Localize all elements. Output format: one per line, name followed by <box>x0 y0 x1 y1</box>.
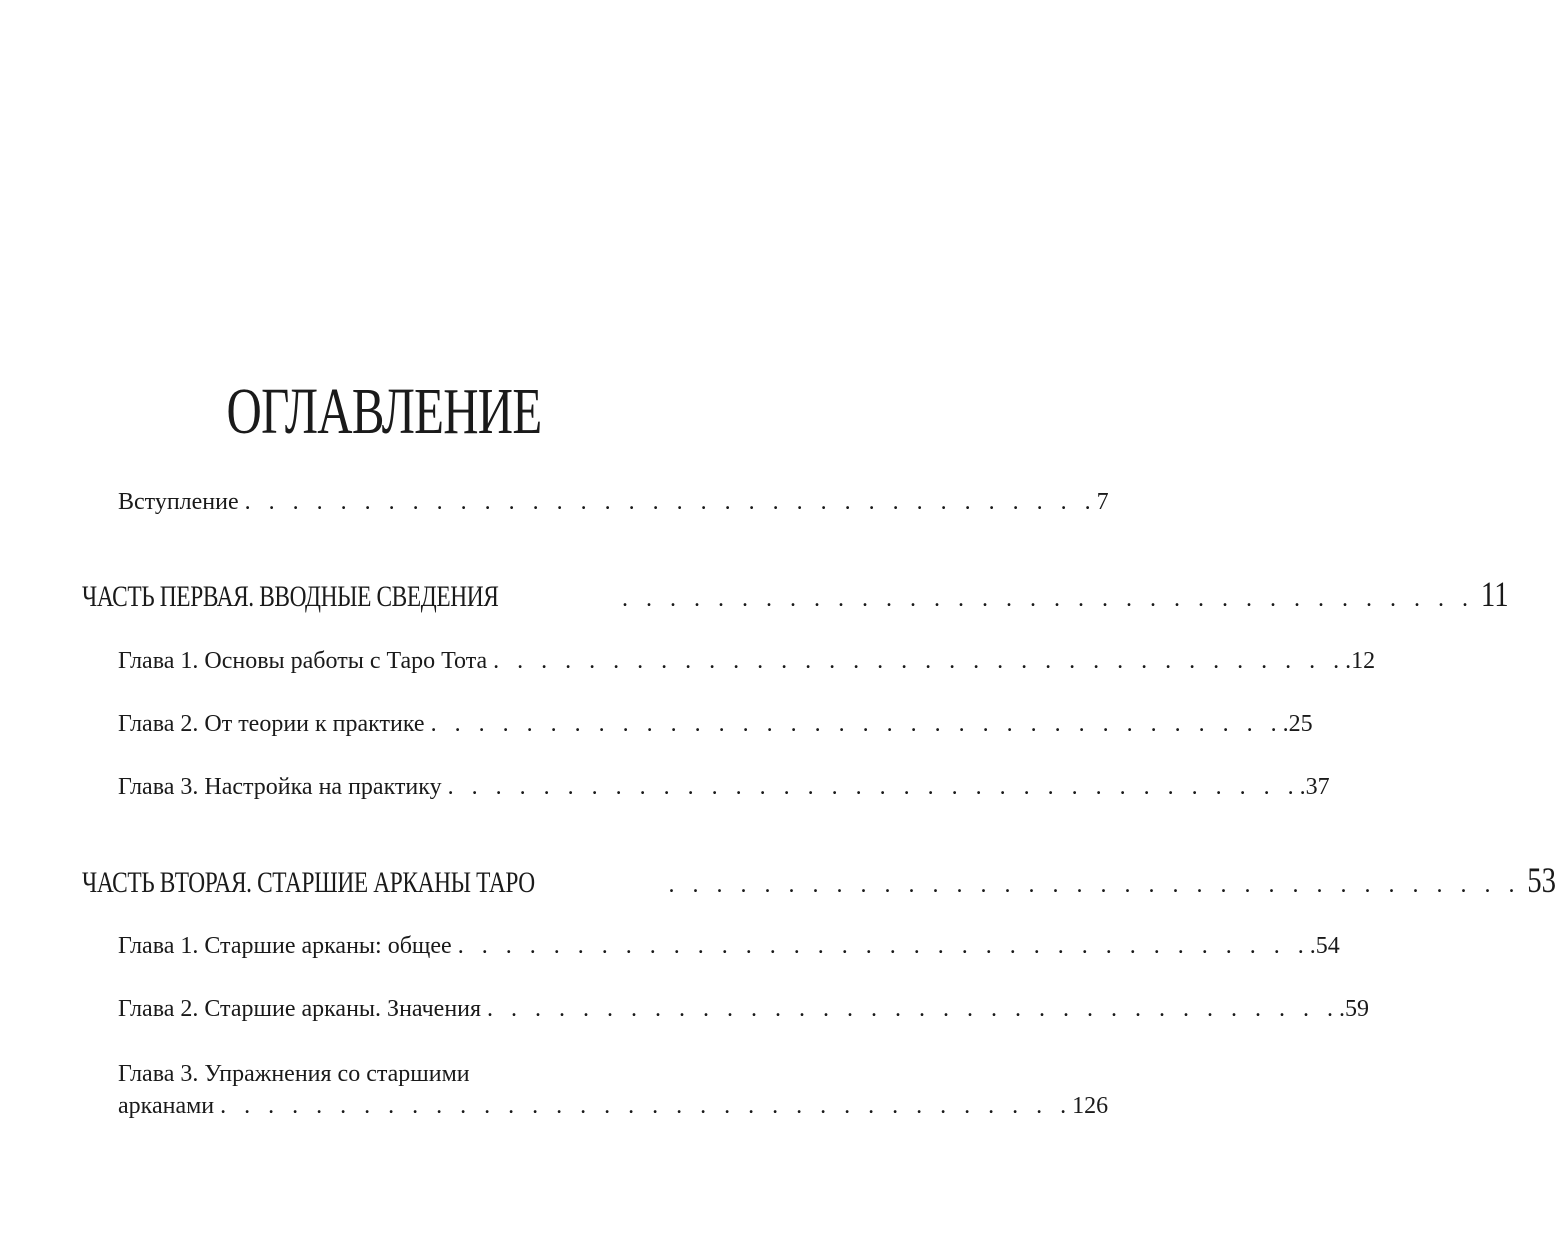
toc-entry-label: Глава 3. Настройка на практику <box>118 774 442 800</box>
toc-chapter-1-3[interactable] <box>118 772 1330 802</box>
leader-dots: . . . . . . . . . . . . . . . . . . . . . . . . . . . . . . . . . . . . <box>447 774 1300 800</box>
toc-entry-label: Глава 2. Старшие арканы. Значения <box>118 996 482 1022</box>
toc-page-number: .12 <box>1345 648 1376 674</box>
toc-part-label: ЧАСТЬ ВТОРАЯ. СТАРШИЕ АРКАНЫ ТАРО <box>82 866 535 899</box>
toc-chapter-2-3-line1[interactable]: Глава 3. Упражнения со старшими <box>118 1061 470 1087</box>
toc-page-number: 7 <box>1096 489 1109 515</box>
leader-dots: . . . . . . . . . . . . . . . . . . . . . . . . . . . . . . . . . . . . <box>668 872 1521 898</box>
toc-part-1[interactable] <box>82 574 1509 617</box>
toc-page-number: 126 <box>1072 1093 1109 1119</box>
toc-entry-intro[interactable] <box>118 487 1109 517</box>
toc-page-number: 53 <box>1527 860 1556 900</box>
toc-chapter-2-1[interactable] <box>118 931 1340 961</box>
leader-dots: . . . . . . . . . . . . . . . . . . . . . . . . . . . . . . . . . . . . <box>430 711 1283 737</box>
toc-page-number: 11 <box>1480 574 1509 614</box>
toc-entry-label: Глава 2. От теории к практике <box>118 711 425 737</box>
toc-chapter-2-3[interactable] <box>118 1091 1109 1121</box>
page-title: ОГЛАВЛЕНИЕ <box>226 375 542 448</box>
toc-page-number: .37 <box>1299 774 1330 800</box>
toc-chapter-2-2[interactable] <box>118 994 1370 1024</box>
toc-entry-label: Глава 1. Основы работы с Таро Тота <box>118 648 488 674</box>
toc-chapter-1-1[interactable] <box>118 646 1376 676</box>
toc-entry-label: Глава 1. Старшие арканы: общее <box>118 933 452 959</box>
leader-dots: . . . . . . . . . . . . . . . . . . . . . . . . . . . . . . . . . . . . <box>457 933 1310 959</box>
toc-chapter-1-2[interactable] <box>118 709 1313 739</box>
toc-page-number: .25 <box>1282 711 1313 737</box>
toc-page-number: .54 <box>1309 933 1340 959</box>
leader-dots: . . . . . . . . . . . . . . . . . . . . . . . . . . . . . . . . . . . . <box>487 996 1340 1022</box>
leader-dots: . . . . . . . . . . . . . . . . . . . . . . . . . . . . . . . . . . . . <box>220 1093 1073 1119</box>
toc-entry-label: арканами <box>118 1093 215 1119</box>
leader-dots: . . . . . . . . . . . . . . . . . . . . . . . . . . . . . . . . . . . . <box>244 489 1097 515</box>
toc-part-label: ЧАСТЬ ПЕРВАЯ. ВВОДНЫЕ СВЕДЕНИЯ <box>82 580 499 613</box>
leader-dots: . . . . . . . . . . . . . . . . . . . . . . . . . . . . . . . . . . . . <box>621 586 1474 612</box>
toc-entry-label: Вступление <box>118 489 239 515</box>
toc-part-2[interactable] <box>82 860 1556 903</box>
toc-page-number: .59 <box>1339 996 1370 1022</box>
leader-dots: . . . . . . . . . . . . . . . . . . . . . . . . . . . . . . . . . . . . <box>493 648 1346 674</box>
